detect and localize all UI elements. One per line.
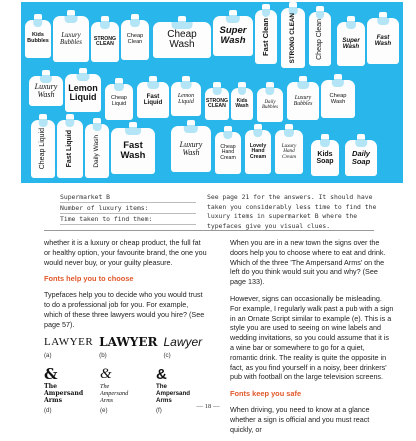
product-bottle — [205, 88, 229, 120]
product-bottle — [255, 10, 277, 64]
product-bottle — [309, 12, 331, 66]
example-caption: (c) — [163, 352, 171, 360]
lawyer-example-b — [99, 336, 157, 361]
product-bottle — [321, 80, 355, 118]
product-label: Super Wash — [219, 25, 247, 46]
product-bottle — [287, 82, 319, 120]
product-label: STRONG CLEAN — [288, 12, 296, 64]
product-label: STRONG CLEAN — [93, 35, 117, 47]
intro-paragraph: whether it is a luxury or cheap product, the full fat or healthy option, your favourite brand, the one you would never buy, or your guilty pleasure. — [44, 238, 207, 267]
product-label: Luxury Bubbles — [293, 94, 313, 107]
lawyer-word: Lawyer — [163, 335, 203, 350]
misleading-paragraph: However, signs can occasionally be misleading. For example, I regularly walk past a pub with a sign in an Ornate Script similar to example (e). This is a style you are used to seeing on wine labels and wedding invitations, so you could assume that it is a wine bar or somewhere to go for a quiet, romantic drink. The reality is quite the opposite in fact, as you find yourself in a noisy, beer drinkers' pub with football on the large television screens. — [230, 293, 394, 382]
product-bottle — [171, 82, 201, 116]
product-label: Lemon Liquid — [68, 82, 98, 102]
product-bottle — [213, 16, 253, 56]
left-column — [44, 238, 208, 416]
answer-line — [60, 224, 196, 225]
product-label: STRONG CLEAN — [205, 97, 229, 109]
product-illustration — [21, 2, 403, 183]
product-bottle — [337, 22, 365, 66]
driving-paragraph: When driving, you need to know at a glance whether a sign is official and you must react quickly, or — [230, 404, 370, 434]
product-bottle — [65, 74, 101, 112]
product-bottle — [171, 126, 211, 172]
product-label: Kids Wash — [235, 97, 249, 109]
answer-line — [60, 202, 196, 203]
product-label: Daily Wash — [92, 134, 100, 168]
product-label: Super Wash — [342, 36, 360, 50]
product-label: Daily Bubbles — [261, 99, 279, 110]
pub-name: The Ampersand Arms — [100, 383, 129, 405]
product-label: Luxury Wash — [34, 81, 58, 99]
lawyer-example-c — [163, 336, 202, 361]
product-label: Luxury Hand Cream — [281, 142, 297, 160]
answer-line — [60, 213, 196, 214]
page-number: — 18 — — [196, 403, 220, 410]
product-bottle — [245, 130, 271, 174]
lawyer-paragraph: Typefaces help you to decide who you would trust to do a professional job for you. For example, which of these three lawyers would you hire? (See page 57). — [44, 290, 205, 329]
survey-note: See page 21 for the answers. It should have taken you considerably less time to find the luxury items in supermarket B where the typefaces give you visual clues. — [207, 193, 377, 230]
product-bottle — [31, 120, 55, 178]
example-caption: (e) — [100, 407, 108, 415]
product-label: Daily Soap — [351, 149, 371, 166]
lawyer-examples — [44, 336, 208, 361]
product-label: Cheap Liquid — [111, 95, 127, 107]
lawyer-word: LAWYER — [44, 336, 94, 349]
product-bottle — [281, 8, 305, 68]
supermarket-label: Supermarket B — [60, 193, 111, 201]
product-bottle — [53, 16, 89, 62]
product-label: Lovely Hand Cream — [249, 142, 267, 160]
example-caption: (a) — [44, 352, 52, 360]
product-label: Cheap Hand Cream — [220, 143, 236, 161]
product-bottle — [153, 22, 211, 58]
product-bottle — [29, 76, 63, 106]
product-label: Fast Liquid — [143, 92, 163, 106]
product-bottle — [25, 20, 51, 58]
section-heading: Fonts help you to choose — [44, 274, 134, 284]
ampersand-glyph: & — [100, 366, 112, 383]
product-label: Cheap Clean — [126, 33, 144, 45]
product-bottle — [275, 130, 303, 174]
product-bottle — [57, 120, 83, 178]
example-caption: (b) — [99, 352, 107, 360]
ampersand-glyph: & — [156, 366, 167, 384]
product-label: Fast Liquid — [66, 130, 74, 168]
product-bottle — [257, 88, 283, 122]
product-bottle — [91, 22, 119, 62]
example-caption: (d) — [44, 407, 52, 415]
luxury-items-label: Number of luxury items: — [60, 204, 149, 212]
product-label: Cheap Wash — [329, 92, 347, 105]
product-bottle — [85, 124, 109, 178]
right-column — [230, 238, 394, 441]
survey-fields — [60, 193, 200, 226]
section-heading: Fonts keep you safe — [230, 389, 302, 399]
product-bottle — [231, 88, 253, 120]
divider — [44, 230, 374, 231]
pub-name: The Ampersand Arms — [44, 383, 84, 405]
product-label: Luxury Wash — [179, 139, 203, 157]
example-caption: (f) — [156, 407, 162, 415]
product-bottle — [105, 84, 133, 120]
product-bottle — [311, 140, 339, 176]
time-taken-label: Time taken to find them: — [60, 215, 153, 223]
ampersand-glyph: & — [44, 365, 58, 384]
product-bottle — [367, 18, 399, 64]
product-bottle — [215, 132, 241, 174]
product-label: Kids Bubbles — [27, 32, 49, 44]
product-label: Fast Wash — [120, 140, 146, 161]
product-label: Cheap Liquid — [39, 128, 47, 170]
product-label: Fast Clean — [261, 18, 271, 56]
lawyer-example-a — [44, 337, 93, 361]
product-label: Cheap Wash — [167, 28, 197, 50]
lawyer-word: LAWYER — [99, 335, 158, 350]
product-bottle — [137, 82, 169, 118]
product-label: Luxury Bubbles — [60, 31, 82, 46]
product-bottle — [121, 20, 149, 60]
pub-name: The Ampersand Arms — [156, 383, 191, 405]
product-label: Kids Soap — [316, 150, 334, 165]
product-bottle — [111, 128, 155, 174]
product-label: Fast Wash — [374, 33, 392, 47]
product-label: Lemon Liquid — [177, 92, 195, 105]
product-bottle — [345, 140, 377, 176]
product-label: Cheap Clean — [316, 18, 324, 60]
signs-paragraph: When you are in a new town the signs over the doors help you to choose where to eat and drink. Which of the three 'The Ampersand Arms' on the left do you think would suit you and why? (See page 133). — [230, 238, 386, 287]
